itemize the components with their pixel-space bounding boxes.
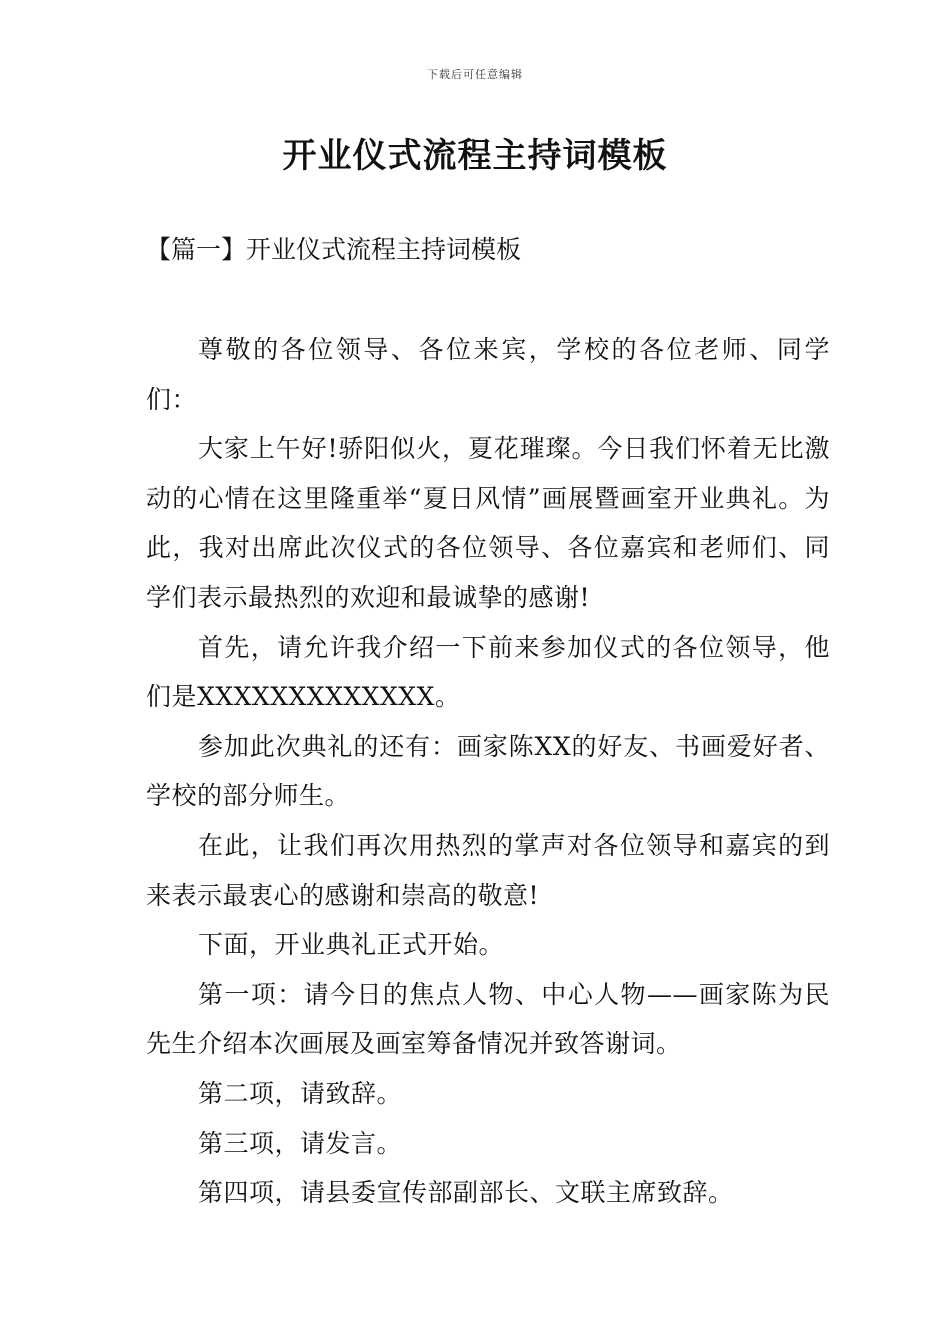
paragraph-item-one: 第一项：请今日的焦点人物、中心人物——画家陈为民先生介绍本次画展及画室筹备情况并致答谢词。 bbox=[146, 979, 830, 1059]
paragraph-welcome: 大家上午好!骄阳似火，夏花璀璨。今日我们怀着无比激动的心情在这里隆重举“夏日风情”画展暨画室开业典礼。为此，我对出席此次仪式的各位领导、各位嘉宾和老师们、同学们表示最热烈的欢迎和最诚挚的感谢! bbox=[146, 434, 830, 612]
paragraph-item-three: 第三项，请发言。 bbox=[198, 1128, 403, 1158]
paragraph-greeting: 尊敬的各位领导、各位来宾，学校的各位老师、同学们： bbox=[146, 335, 830, 414]
paragraph-other-guests: 参加此次典礼的还有：画家陈XX的好友、书画爱好者、学校的部分师生。 bbox=[146, 731, 830, 811]
paragraph-thanks: 在此，让我们再次用热烈的掌声对各位领导和嘉宾的到来表示最衷心的感谢和崇高的敬意! bbox=[146, 830, 830, 910]
document-body bbox=[146, 325, 830, 1218]
page-header-note: 下载后可任意编辑 bbox=[427, 68, 523, 81]
paragraph-item-two: 第二项，请致辞。 bbox=[198, 1078, 403, 1108]
document-title: 开业仪式流程主持词模板 bbox=[282, 136, 668, 176]
paragraph-ceremony-start: 下面，开业典礼正式开始。 bbox=[198, 930, 505, 960]
section-heading: 【篇一】开业仪式流程主持词模板 bbox=[146, 235, 522, 264]
paragraph-introduce-leaders: 首先，请允许我介绍一下前来参加仪式的各位领导，他们是XXXXXXXXXXXXX。 bbox=[146, 632, 830, 712]
paragraph-item-four: 第四项，请县委宣传部副部长、文联主席致辞。 bbox=[198, 1178, 734, 1208]
